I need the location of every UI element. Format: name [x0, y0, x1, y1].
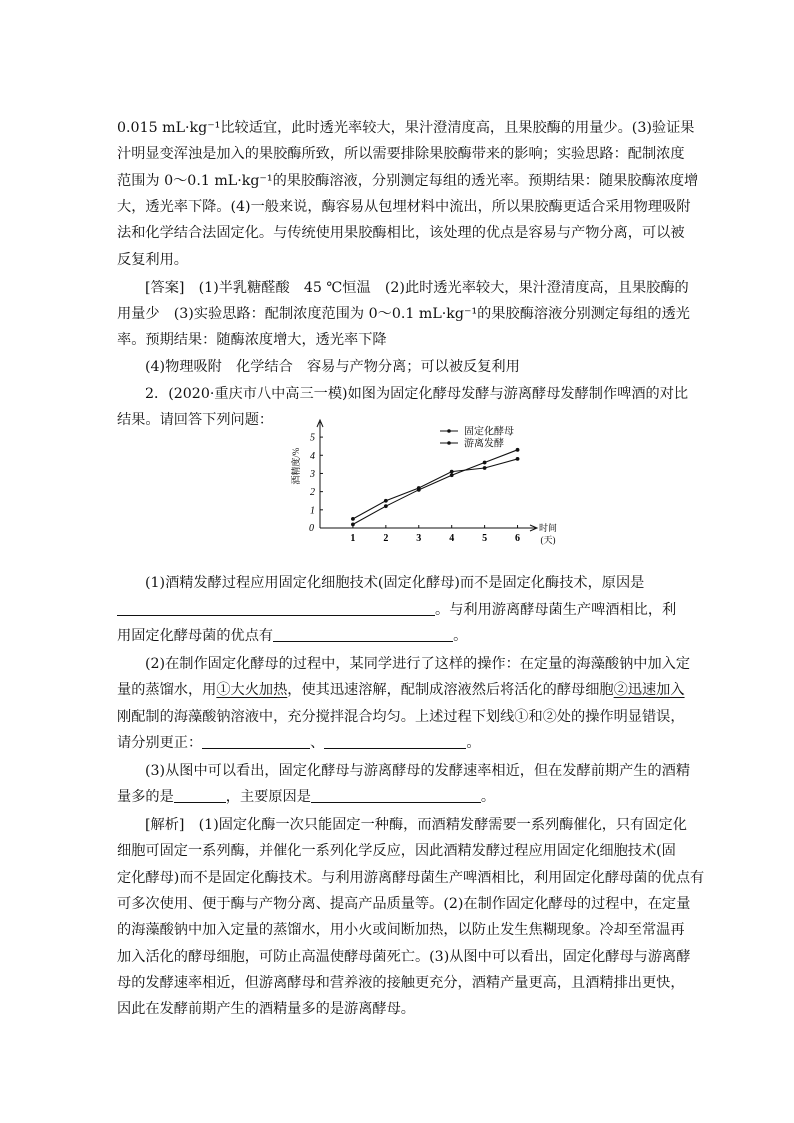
analysis-line: 母的发酵速率相近，但游离酵母和营养液的接触更充分，酒精产量更高，且酒精排出更快， [117, 975, 685, 991]
analysis-line: 定化酵母)而不是固定化酶技术。与利用游离酵母菌生产啤酒相比，利用固定化酵母菌的优点有 [117, 870, 705, 886]
x-tick-label: 2 [383, 533, 389, 544]
legend-label: 游离发酵 [464, 438, 504, 450]
analysis-line: [解析] (1)固定化酶一次只能固定一种酶，而酒精发酵需要一系列酶催化，只有固定化 [145, 817, 687, 833]
data-point [450, 473, 454, 477]
sub-question-1: (1)酒精发酵过程应用固定化细胞技术(固定化酵母)而不是固定化酶技术，原因是 [145, 575, 645, 591]
text-line: 大，透光率下降。(4)一般来说，酶容易从包埋材料中流出，所以果胶酶更适合采用物理吸附 [117, 199, 691, 215]
text-line: 汁明显变浑浊是加入的果胶酶所致，所以需要排除果胶酶带来的影响；实验思路：配制浓度 [117, 146, 685, 162]
origin-label: 0 [309, 523, 314, 534]
sub-question-3-line2: 量多的是 ，主要原因是 。 [117, 789, 496, 805]
x-tick-label: 6 [515, 533, 521, 544]
sub-question-2-line3: 刚配制的海藻酸钠溶液中，充分搅拌混合均匀。上述过程下划线①和②处的操作明显错误， [117, 709, 685, 725]
underlined-error-2: ②迅速加入 [613, 682, 685, 698]
text-line: 范围为 0～0.1 mL·kg⁻¹的果胶酶溶液，分别测定每组的透光率。预期结果：随果胶酶浓度增 [117, 173, 699, 189]
data-point [384, 499, 388, 503]
legend-marker [447, 429, 451, 433]
chart-axes [290, 420, 557, 545]
y-tick-label: 1 [310, 505, 315, 517]
y-axis-label: 酒精度/% [291, 447, 301, 485]
analysis-line: 的海藻酸钠中加入定量的蒸馏水，用小火或间断加热，以防止发生焦糊现象。冷却至常温再 [117, 922, 685, 938]
x-tick-label: 5 [482, 533, 488, 544]
y-tick-label: 3 [310, 468, 315, 480]
answer-blank[interactable] [273, 627, 453, 642]
data-point [417, 486, 421, 490]
sub-question-2: (2)在制作固定化酵母的过程中，某同学进行了这样的操作：在定量的海藻酸钠中加入定 [145, 656, 691, 672]
data-point [450, 470, 454, 474]
sub-question-2-line2: 量的蒸馏水，用①大火加热，使其迅速溶解，配制成溶液然后将活化的酵母细胞②迅速加入 [117, 682, 685, 698]
analysis-line: 可多次使用、便于酶与产物分离、提高产品质量等。(2)在制作固定化酵母的过程中，在定量 [117, 896, 691, 912]
text-line: 法和化学结合法固定化。与传统使用果胶酶相比，该处理的优点是容易与产物分离，可以被 [117, 225, 685, 241]
y-tick-label: 2 [310, 487, 315, 499]
legend-marker [447, 441, 451, 445]
series-line-1 [353, 450, 518, 525]
x-axis-label: 时间 [538, 523, 558, 533]
text-line: 0.015 mL·kg⁻¹比较适宜，此时透光率较大，果汁澄清度高，且果胶酶的用量少。(3)验证果 [117, 120, 695, 136]
sub-question-1-line2: 。与利用游离酵母菌生产啤酒相比，利 [117, 600, 676, 620]
answer-blank[interactable] [311, 788, 481, 803]
series-line-2 [353, 459, 518, 519]
data-point [351, 522, 355, 526]
answer-blank[interactable] [174, 788, 226, 803]
answer-blank[interactable] [324, 734, 466, 749]
answer-line: 率。预期结果：随酶浓度增大，透光率下降 [117, 332, 387, 348]
x-axis-unit: (天) [540, 535, 556, 545]
chart-legend [440, 425, 514, 450]
text-line: 反复利用。 [117, 252, 188, 268]
answer-label-line: [答案] (1)半乳糖醛酸 45 ℃恒温 (2)此时透光率较大，果汁澄清度高，且果胶酶的 [145, 280, 689, 296]
x-tick-label: 1 [350, 533, 356, 544]
answer-line: (4)物理吸附 化学结合 容易与产物分离；可以被反复利用 [145, 359, 520, 375]
analysis-line: 因此在发酵前期产生的酒精量多的是游离酵母。 [117, 1001, 415, 1017]
y-tick-label: 4 [310, 450, 315, 462]
question-2-header-cont: 结果。请回答下列问题： [117, 412, 274, 428]
answer-blank[interactable] [202, 734, 310, 749]
sub-question-3: (3)从图中可以看出，固定化酵母与游离酵母的发酵速率相近，但在发酵前期产生的酒精 [145, 763, 691, 779]
data-point [384, 504, 388, 508]
underlined-error-1: ①大火加热 [216, 682, 288, 698]
sub-question-1-line3: 用固定化酵母菌的优点有 。 [117, 628, 468, 644]
legend-label: 固定化酵母 [464, 426, 514, 438]
y-tick-label: 5 [310, 432, 315, 444]
chart-marks [351, 448, 519, 526]
sub-question-2-line4: 请分别更正： 、 。 [117, 735, 481, 751]
fermentation-chart [280, 422, 558, 562]
x-tick-label: 3 [416, 533, 422, 544]
data-point [516, 448, 520, 452]
x-tick-label: 4 [449, 533, 455, 544]
answer-blank[interactable] [117, 601, 435, 616]
data-point [516, 457, 520, 461]
question-2-header: 2．(2020·重庆市八中高三一模)如图为固定化酵母发酵与游离酵母发酵制作啤酒的对比 [145, 386, 689, 402]
analysis-line: 细胞可固定一系列酶，并催化一系列化学反应，因此酒精发酵过程应用固定化细胞技术(固 [117, 843, 676, 859]
data-point [351, 517, 355, 521]
answer-line: 用量少 (3)实验思路：配制浓度范围为 0～0.1 mL·kg⁻¹的果胶酶溶液分别测定每组的透光 [117, 306, 690, 322]
analysis-line: 加入活化的酵母细胞，可防止高温使酵母菌死亡。(3)从图中可以看出，固定化酵母与游离酵 [117, 949, 691, 965]
data-point [483, 466, 487, 470]
data-point [483, 461, 487, 465]
